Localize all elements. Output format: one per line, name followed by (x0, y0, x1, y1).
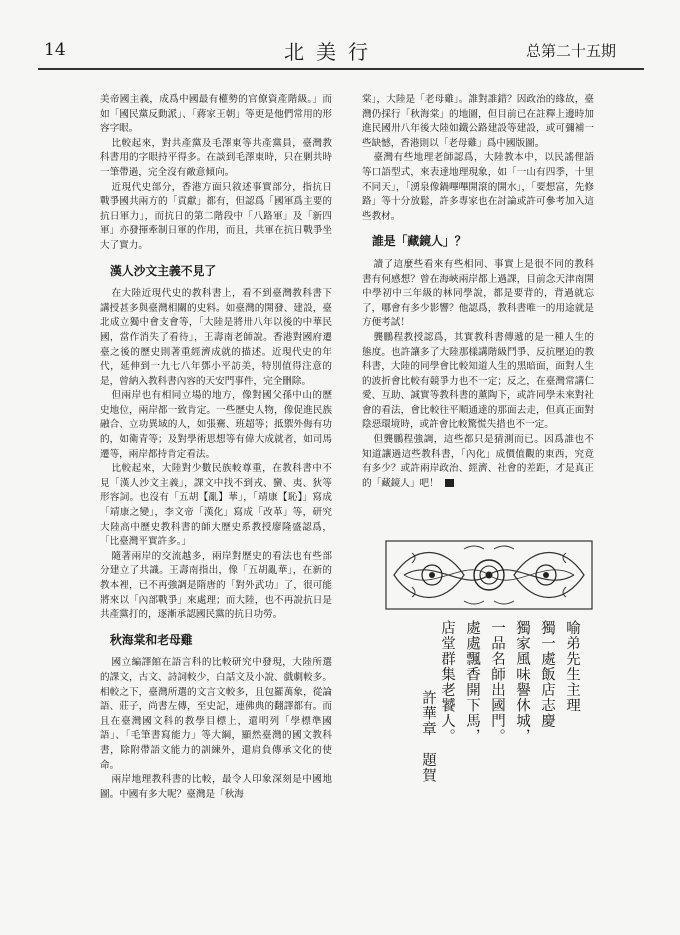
paragraph: 比較起來，對共產黨及毛澤東等共產黨員，臺灣教科書用的字眼持平得多。在談到毛澤東時，只在剿共時一筆帶過，完全沒有敵意傾向。 (100, 137, 332, 178)
congratulation-poem (439, 620, 584, 910)
paragraph: 兩岸地理教科書的比較，最令人印象深刻是中國地圖。中國有多大呢？臺灣是「秋海 (100, 774, 332, 800)
left-column (100, 93, 332, 802)
paragraph: 龔鵬程教授認爲，其實教科書傳遞的是一種人生的態度。也許讓多了大陸那樣講階級鬥爭、反抗壓迫的教科書，大陸的同學會比較知道人生的黑暗面，面對人生的波折會比較有競爭力也不一定；反之，在臺灣常講仁愛、互助、誠實等教科書的薰陶下，或許同學未來對社會的看法，會比較往平順通達的那面去走，但真正面對陰惡環境時，或許會比較驚慌失措也不一定。 (362, 331, 594, 431)
paragraph: 近現代史部分，香港方面只敘述事實部分，指抗日戰爭國共兩方的「貢獻」都有，但認爲「國軍爲主要的抗日軍力」，而抗日的第二階段中「八路軍」及「新四軍」亦發揮牽制日軍的作用，而且，共軍在抗日戰爭坐大了實力。 (100, 181, 332, 251)
issue-number: 总第二十五期 (526, 42, 617, 60)
paragraph: 讀了這麼些看來有些相同、事實上是很不同的教科書有何感想？曾在海峽兩岸都上過課，目前念天津南開中學初中三年級的林同學說，都是要背的，背過就忘了，哪會有多少影響？他認爲，教科書唯一的用途就是方便考試！ (362, 258, 594, 329)
last-paragraph (362, 433, 594, 491)
paragraph: 臺灣有些地理老師認爲，大陸教本中，以民謠俚語等口語型式，來表達地理現象，如「一山有四季，十里不同天」，「湧泉像鍋嗶嗶開滾的開水」，「要想富，先修路」等十分放鬆，許多專家也在討論或許可參考加入這些教材。 (362, 152, 594, 222)
paragraph: 但兩岸也有相同立場的地方，像對國父孫中山的歷史地位，兩岸都一致肯定。一些歷史人物，像促進民族融合、立功異域的人，如張騫、班超等；抵禦外侮有功的，如衛青等；及對學術思想等有偉大成就者，如司馬遷等，兩岸都持肯定看法。 (100, 390, 332, 460)
right-column (362, 93, 594, 491)
section-heading: 誰是「藏鏡人」？ (372, 234, 467, 249)
end-mark-icon (445, 479, 454, 487)
paragraph-text: 但龔鵬程強調，這些都只是猜測而已。因爲誰也不知道讓過這些教科書，「內化」成價值觀的東西，究竟有多少？或許兩岸政治、經濟、社會的差距，才是真正的「藏鏡人」吧！ (362, 434, 594, 489)
signature-text: 許華章 題賀 (420, 690, 436, 783)
paragraph: 美帝國主義，成爲中國最有權勢的官僚資產階級。」而如「國民黨反動派」、「蔣家王朝」等更是他們常用的形容字眼。 (100, 94, 332, 135)
floral-ornament (384, 535, 594, 615)
section-heading: 秋海棠和老母雞 (110, 632, 193, 647)
paragraph: 比較起來，大陸對少數民族較尊重，在教科書中不見「漢人沙文主義」，課文中找不到戎、蠻、夷、狄等形容詞。也沒有「五胡【亂】華」，「靖康【恥】」寫成「靖康之變」，李文帝「漢化」寫成「改革」等，研究大陸高中歷史教科書的師大歷史系教授廖隆盛認爲，「比臺灣平實許多。」 (100, 463, 332, 548)
header-rule (38, 68, 644, 70)
paragraph: 國立編譯館在語言科的比較研究中發現，大陸所選的課文，古文、詩詞較少，白話文及小說、戲劇較多。相較之下，臺灣所選的文言文較多，且包羅萬象，從論語、莊子，尚書左傳，至史記，連佛典的翻譯都有。而且在臺灣國文科的教學目標上，還明列「學標準國語」、「毛筆書寫能力」等大綱，顯然臺灣的國文教科書，除附帶語文能力的訓練外，還肩負傳承文化的使命。 (100, 657, 332, 771)
poem-text: 喻弟先生主理 獨一處飯店志慶 獨家風味譽休城， 一品名師出國門。 處處飄香開下馬， 店堂群集老饕人。 (439, 620, 580, 744)
paragraph: 在大陸近現代史的教科書上，看不到臺灣教科書下講授甚多與臺灣相關的史料。如臺灣的開發、建設，臺北成立獨中會支會等，「大陸是將卅八年以後的中華民國，當作消失了看待」，王壽南老師說。香港對國府遷臺之後的歷史則著重經濟成就的描述。近現代史的年代，延伸到一九七八年鄧小平訪美，特別值得注意的是，曾納入教科書內容的天安門事件，完全刪除。 (100, 288, 332, 387)
section-heading: 漢人沙文主義不見了 (110, 263, 217, 278)
paragraph: 隨著兩岸的交流越多，兩岸對歷史的看法也有些部分建立了共識。王壽南指出，像「五胡亂華」，在新的教本裡，已不再強調是隋唐的「對外武功」了，很可能將來以「內部戰爭」來處理；而大陸，也不再說抗日是共產黨打的，逐漸承認國民黨的抗日功勞。 (100, 550, 332, 621)
page-number: 14 (44, 40, 66, 60)
paragraph: 棠」，大陸是「老母雞」。誰對誰錯？因政治的緣故，臺灣仍採行「秋海棠」的地圖，但目前已在註釋上邊時加進民國卅八年後大陸如鐵公路建設等建設，或可彌補一些缺憾，香港則以「老母雞」爲中國版圖。 (362, 94, 594, 149)
magazine-title: 北美行 (284, 40, 380, 64)
page-header (0, 0, 680, 80)
poem-signature (380, 620, 440, 910)
